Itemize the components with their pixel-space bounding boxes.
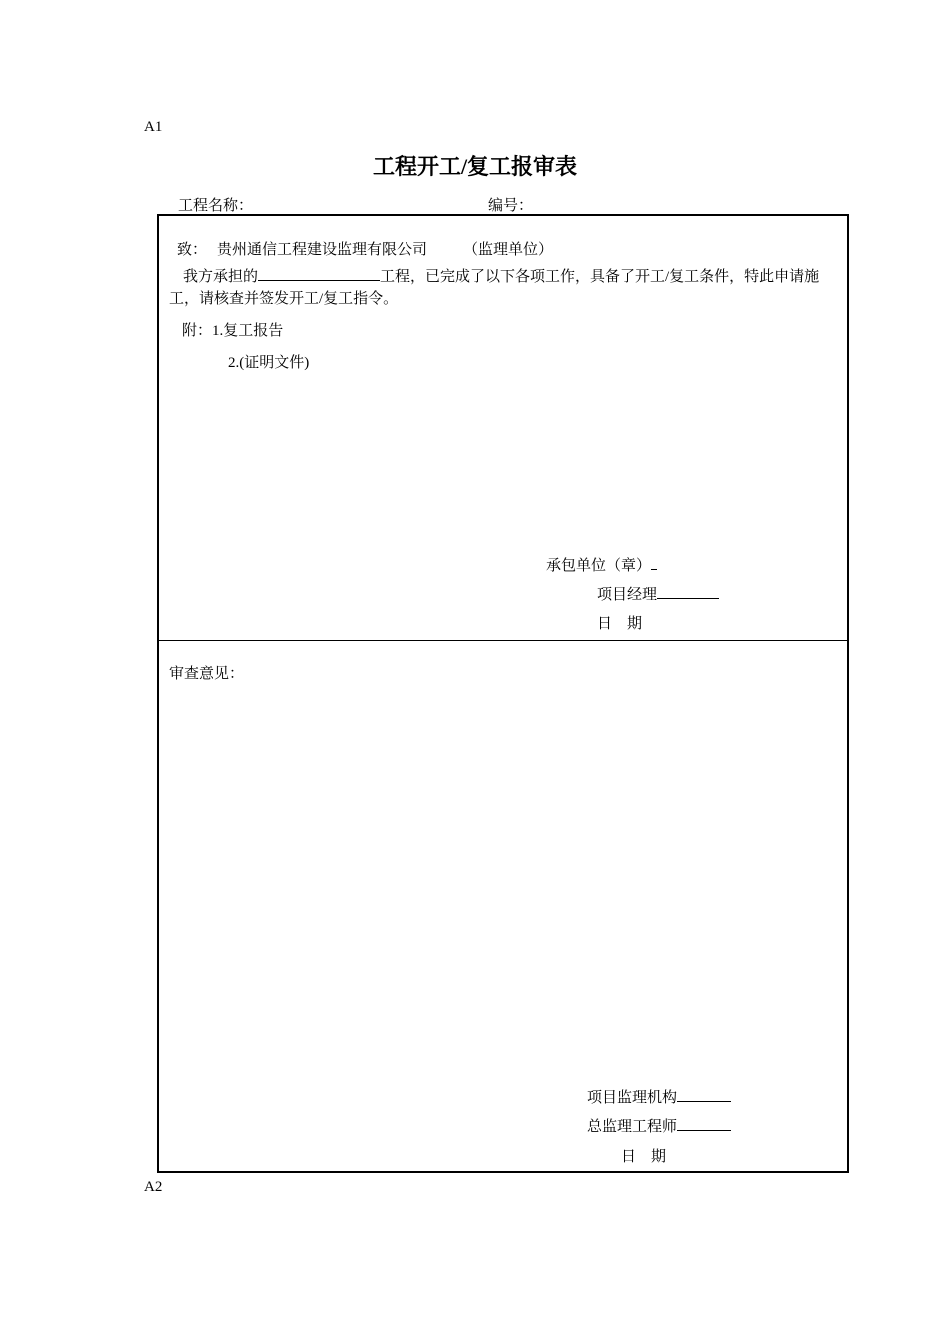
form-code-top: A1: [144, 119, 163, 135]
supervision-org-label: 项目监理机构: [587, 1090, 678, 1106]
body-suffix: 工程，已完成了以下各项工作，具备了开工/复工条件，特此申请施工，请核查并签发开工/复工指令。: [169, 269, 820, 307]
chief-engineer-blank[interactable]: [677, 1116, 731, 1131]
body-prefix: 我方承担的: [183, 269, 259, 285]
application-date-label: 日 期: [597, 616, 643, 632]
contractor-blank[interactable]: [651, 555, 657, 570]
chief-engineer-signature: [587, 1115, 731, 1136]
contractor-signature: [546, 554, 657, 575]
attachment-1: 附：1.复工报告: [182, 323, 284, 339]
review-date-label: 日 期: [621, 1149, 667, 1165]
page-title: 工程开工/复工报审表: [372, 154, 578, 179]
section-divider: [159, 640, 847, 641]
supervision-org-signature: [587, 1086, 731, 1107]
review-opinion-label: 审查意见：: [169, 666, 245, 682]
to-label: 致：: [177, 242, 208, 258]
project-manager-blank[interactable]: [657, 584, 719, 599]
attachment-2: 2.(证明文件): [228, 355, 310, 371]
project-name-label: 工程名称：: [178, 198, 254, 214]
application-paragraph: [169, 266, 839, 310]
contractor-label: 承包单位（章）: [546, 558, 652, 574]
recipient-name: 贵州通信工程建设监理有限公司: [217, 242, 428, 258]
number-label: 编号：: [488, 198, 534, 214]
recipient-line: [177, 238, 553, 259]
project-manager-label: 项目经理: [597, 587, 658, 603]
project-manager-signature: [597, 583, 719, 604]
form-code-bottom: A2: [144, 1179, 163, 1195]
project-blank[interactable]: [258, 266, 380, 281]
chief-engineer-label: 总监理工程师: [587, 1119, 678, 1135]
supervision-org-blank[interactable]: [677, 1087, 731, 1102]
recipient-role: （监理单位）: [463, 242, 554, 258]
application-form-box: [157, 214, 849, 1173]
